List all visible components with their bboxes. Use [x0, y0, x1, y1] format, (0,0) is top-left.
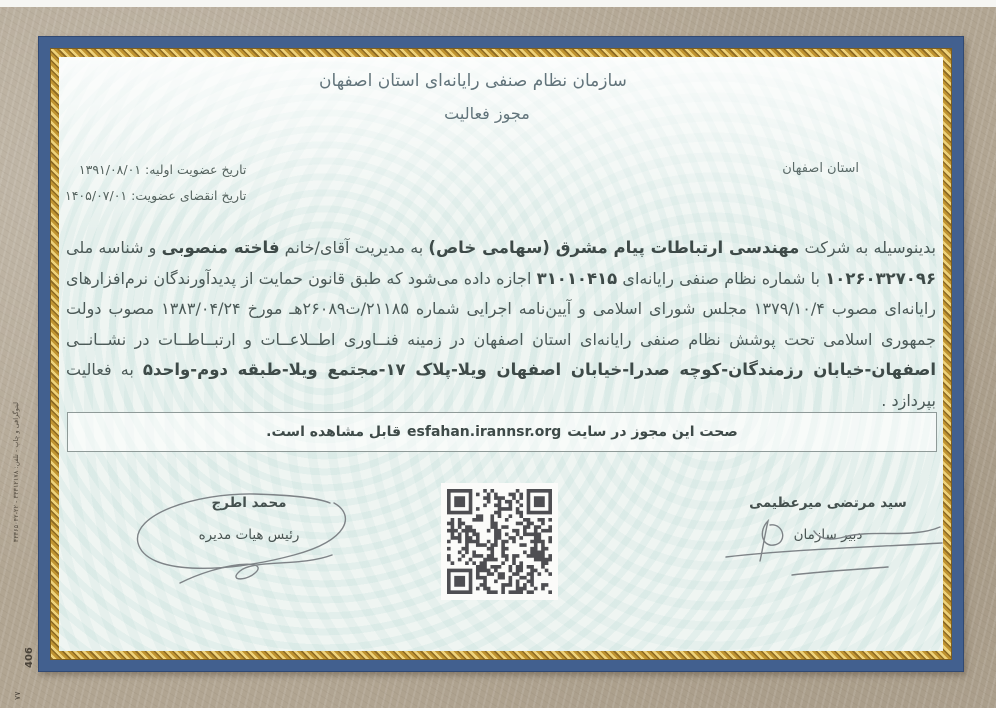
expiry-membership-date-line — [65, 183, 246, 209]
chairman-signature-block — [154, 489, 344, 543]
national-id-number: ۱۰۲۶۰۳۲۷۰۹۶ — [825, 268, 937, 288]
verification-url: esfahan.irannsr.org — [407, 424, 562, 440]
form-number: 406 — [24, 647, 35, 668]
secretary-signature-block — [723, 489, 933, 543]
membership-dates — [65, 157, 246, 209]
province-label: استان اصفهان — [782, 161, 859, 176]
certificate-card — [38, 36, 964, 672]
body-text: با شماره نظام صنفی رایانه‌ای — [617, 268, 826, 288]
secretary-signature-scribble — [708, 509, 958, 609]
organization-title: سازمان نظام صنفی رایانه‌ای استان اصفهان — [319, 71, 627, 91]
certificate-inner-area — [59, 57, 943, 651]
initial-membership-date-value: ۱۳۹۱/۰۸/۰۱ — [78, 162, 142, 177]
batch-number: ۷۷ — [13, 691, 22, 700]
verification-box — [67, 412, 937, 452]
verification-prefix: صحت این مجوز در سایت — [567, 424, 738, 440]
chairman-title: رئیس هیات مدیره — [198, 527, 300, 543]
body-text: به فعالیت بپردازد . — [66, 360, 936, 410]
gold-rope-border — [50, 48, 952, 660]
license-body-paragraph — [66, 233, 936, 416]
printer-credit-text: لیتوگرافی و چاپ - تلفن: ۳۳۳۱۲۱۷۸ - ۲۲-۳۳۳۶۵۰۴۲ — [12, 402, 20, 543]
verification-suffix: قابل مشاهده است. — [266, 424, 402, 440]
initial-membership-date-label: تاریخ عضویت اولیه: — [145, 162, 247, 177]
initial-membership-date-line — [65, 157, 246, 183]
expiry-membership-date-label: تاریخ انقضای عضویت: — [131, 188, 247, 203]
manager-name: فاخته منصوبی — [161, 238, 280, 257]
chairman-name: محمد اطرج — [211, 495, 287, 511]
body-text: بدینوسیله به شرکت — [799, 238, 937, 257]
company-name: مهندسی ارتباطات پیام مشرق (سهامی خاص) — [428, 238, 800, 257]
secretary-title: دبیر سازمان — [793, 527, 863, 543]
company-address: اصفهان-خیابان رزمندگان-کوچه صدرا-خیابان اصفهان ویلا-پلاک ۱۷-مجتمع ویلا-طبقه دوم-واحد۵ — [142, 360, 937, 379]
membership-number: ۳۱۰۱۰۴۱۵ — [536, 268, 618, 288]
body-text: به مدیریت آقای/خانم — [279, 238, 429, 257]
body-text: و شناسه ملی — [66, 238, 162, 257]
expiry-membership-date-value: ۱۴۰۵/۰۷/۰۱ — [65, 188, 128, 203]
body-text: اجازه داده می‌شود که طبق قانون حمایت از پدیدآورندگان نرم‌افزارهای رایانه‌ای مصوب ۱۳۷۹/۱۰/۴ مجلس شورای اسلامی و آیین‌نامه اجرایی شماره ۲۱۱۸۵/ت۲۶۰۸۹هـ مورخ ۱۳۸۳/۰۴/۲۴ مصوب دولت جمهوری اسلامی تحت پوشش نظام صنفی رایانه‌ای استان اصفهان در زمینه فنــاوری اطــلاعــات و ارتبــاطــات در نشــانــی — [66, 268, 937, 349]
document-title: مجوز فعالیت — [444, 104, 530, 123]
qr-code — [441, 483, 558, 600]
secretary-name: سید مرتضی میرعظیمی — [749, 495, 907, 511]
